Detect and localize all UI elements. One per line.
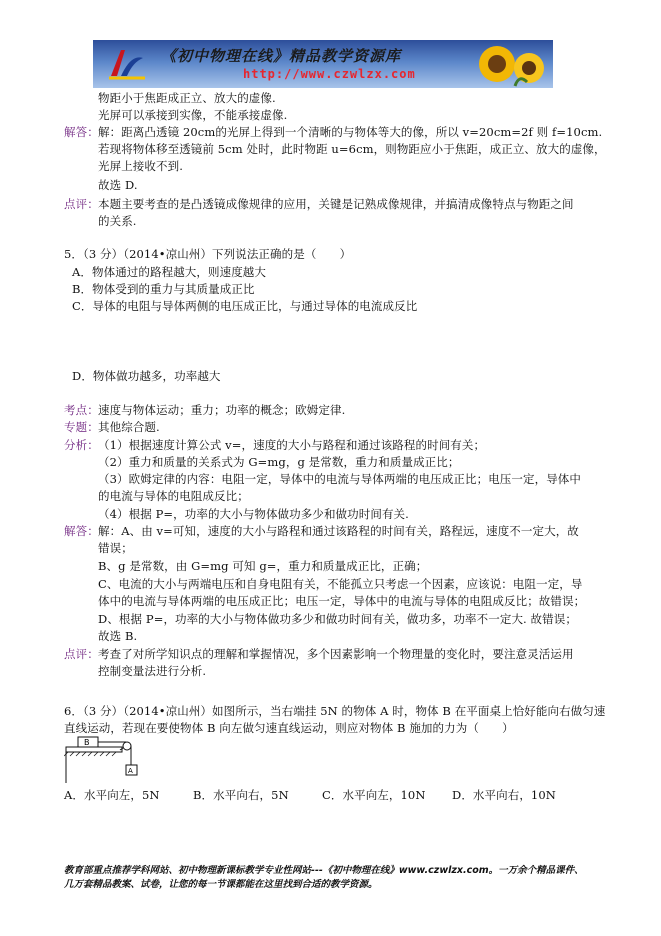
q4-analysis-line: 物距小于焦距成正立、放大的虚像. <box>98 91 276 105</box>
block-a-label: A <box>128 767 133 775</box>
footer-line: 教育部重点推荐学科网站、初中物理新课标教学专业性网站---《初中物理在线》www.czwlzx.com。一万余个精品课件、 <box>64 865 584 876</box>
q5-answer-line: B、g 是常数，由 G=mg 可知 g=，重力和质量成正比，正确； <box>98 559 428 573</box>
q5-answer-line: D、根据 P=，功率的大小与物体做功多少和做功时间有关，做功多，功率不一定大. 故错误； <box>98 612 577 626</box>
q5-fenxi-label: 分析： <box>64 438 99 452</box>
q6-pulley-diagram <box>64 733 154 785</box>
q4-analysis-line: 光屏可以承接到实像，不能承接虚像. <box>98 108 288 122</box>
q5-stem: 5．（3 分）（2014•凉山州）下列说法正确的是（ ） <box>64 247 352 261</box>
banner-title: 《初中物理在线》精品教学资源库 <box>161 47 402 65</box>
q6-option-a: A．水平向左，5N <box>64 788 160 802</box>
q5-zhuanti-label: 专题： <box>64 420 99 434</box>
pulley <box>123 742 131 750</box>
q5-answer-label: 解答： <box>64 524 99 538</box>
q5-answer-line: 错误； <box>98 541 133 555</box>
q5-fenxi-line: （1）根据速度计算公式 v=，速度的大小与路程和通过该路程的时间有关； <box>98 438 486 452</box>
q5-option-a: A．物体通过的路程越大，则速度越大 <box>72 265 267 279</box>
q4-answer-line: 若现将物体移至透镜前 5cm 处时，此时物距 u=6cm，则物距应小于焦距，成正立、放大的虚像， <box>98 142 606 156</box>
q5-zhuanti: 其他综合题. <box>98 420 160 434</box>
q6-stem-line: 直线运动，若现在要使物体 B 向左做匀速直线运动，则应对物体 B 施加的力为（ ） <box>64 721 514 735</box>
q5-fenxi-line: 的电流与导体的电阻成反比； <box>98 489 249 503</box>
q5-option-b: B．物体受到的重力与其质量成正比 <box>72 282 255 296</box>
q6-option-b: B．水平向右，5N <box>193 788 289 802</box>
q4-answer-label: 解答： <box>64 125 99 139</box>
q5-answer-line: 体中的电流与导体两端的电压成正比；电压一定，导体中的电流与导体的电阻成反比；故错误； <box>98 594 586 608</box>
footer-line: 几万套精品教案、试卷，让您的每一节课都能在这里找到合适的教学资源。 <box>64 879 378 890</box>
q6-option-c: C．水平向左，10N <box>322 788 426 802</box>
q5-fenxi-line: （3）欧姆定律的内容：电阻一定，导体中的电流与导体两端的电压成正比；电压一定，导体中 <box>98 472 582 486</box>
banner-url[interactable]: http://www.czwlzx.com <box>243 67 416 81</box>
q4-comment-line: 本题主要考查的是凸透镜成像规律的应用，关键是记熟成像规律，并搞清成像特点与物距之间 <box>98 197 574 211</box>
q5-option-c: C．导体的电阻与导体两侧的电压成正比，与通过导体的电流成反比 <box>72 299 418 313</box>
q4-comment-line: 的关系. <box>98 214 137 228</box>
q5-comment-label: 点评： <box>64 647 99 661</box>
q5-answer-line: C、电流的大小与两端电压和自身电阻有关，不能孤立只考虑一个因素，应该说：电阻一定，导 <box>98 577 583 591</box>
sunflower-icon <box>475 42 547 88</box>
q5-option-d: D．物体做功越多，功率越大 <box>72 369 221 383</box>
q5-fenxi-line: （2）重力和质量的关系式为 G=mg，g 是常数，重力和质量成正比； <box>98 455 460 469</box>
q6-stem-line: 6．（3 分）（2014•凉山州）如图所示，当右端挂 5N 的物体 A 时，物体 B 在平面桌上恰好能向右做匀速 <box>64 704 606 718</box>
q6-option-d: D．水平向右，10N <box>452 788 556 802</box>
q5-comment-line: 考查了对所学知识点的理解和掌握情况，多个因素影响一个物理量的变化时，要注意灵活运用 <box>98 647 574 661</box>
q4-answer-line: 光屏上接收不到. <box>98 159 183 173</box>
q4-comment-label: 点评： <box>64 197 99 211</box>
block-b-label: B <box>84 738 90 747</box>
q4-answer-line: 解：距离凸透镜 20cm的光屏上得到一个清晰的与物体等大的像，所以 v=20cm=2f 则 f=10cm. <box>98 125 603 139</box>
q5-kaodian: 速度与物体运动；重力；功率的概念；欧姆定律. <box>98 403 346 417</box>
q5-answer-line: 解：A、由 v=可知，速度的大小与路程和通过该路程的时间有关，路程远，速度不一定大，故 <box>98 524 579 538</box>
q5-comment-line: 控制变量法进行分析. <box>98 664 207 678</box>
q5-answer-line: 故选 B. <box>98 629 138 643</box>
q5-kaodian-label: 考点： <box>64 403 99 417</box>
q5-fenxi-line: （4）根据 P=，功率的大小与物体做功多少和做功时间有关. <box>98 507 409 521</box>
site-logo-icon <box>107 46 147 82</box>
q4-answer-line: 故选 D. <box>98 178 138 192</box>
header-banner <box>93 40 553 88</box>
